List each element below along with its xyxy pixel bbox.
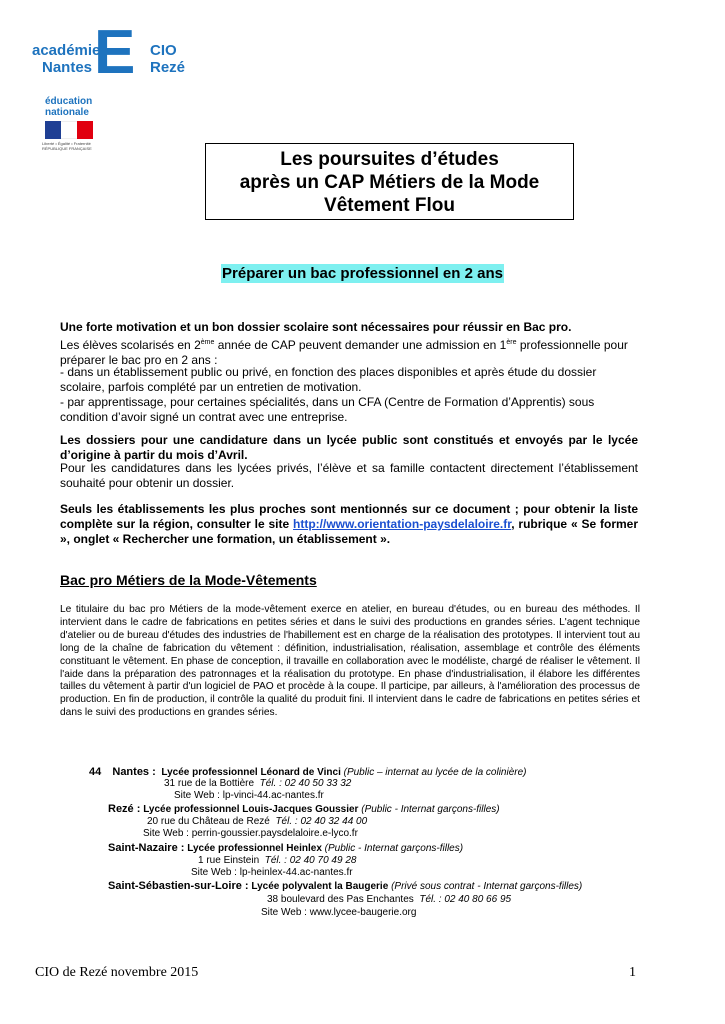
logo-reze: Rezé [150,59,186,76]
address-baugerie [267,894,511,906]
seuls-paragraph [60,502,638,547]
web-goussier: Site Web : perrin-goussier.paysdelaloire.e-lyco.fr [143,828,358,839]
intro-dash-1: - dans un établissement public ou privé, en fonction des places disponibles et après étude du dossier scolaire, parfois complété par un entretien de motivation. [60,365,597,394]
seuls-text-a: Seuls les établissements les plus proches sont mentionnés sur ce document ; pour obtenir la liste complète sur la région, consulter le site [60,502,638,531]
lycee-name-baugerie: Lycée polyvalent la Baugerie [251,881,389,892]
address-text: 31 rue de la Bottière [164,778,255,789]
intro-p1c: professionnelle pour préparer le bac pro en 2 ans : [60,338,628,367]
city-nantes: Nantes : [112,766,156,778]
prives-paragraph: Pour les candidatures dans les lycées privés, l’élève et sa famille contactent directement l’établissement souhaité pour obtenir un dossier. [60,461,638,490]
title-line-1: Les poursuites d’études [280,149,499,170]
tel-text: Tél. : 02 40 50 33 32 [259,778,352,789]
lycee-status-vinci: (Public – internat au lycée de la colinière) [343,767,527,778]
city-reze: Rezé : [108,803,141,815]
lycee-name-heinlex: Lycée professionnel Heinlex [187,843,322,854]
address-vinci [164,778,351,790]
intro-sup-ere: ère [506,339,517,346]
title-line-2: après un CAP Métiers de la Mode [239,172,540,193]
web-vinci: Site Web : lp-vinci-44.ac-nantes.fr [174,790,324,801]
academie-logo [30,18,200,151]
establishment-reze-line [108,803,500,816]
city-saint-nazaire: Saint-Nazaire : [108,842,185,854]
address-text: 20 rue du Château de Rezé [147,816,270,827]
subtitle [0,265,725,283]
web-baugerie: Site Web : www.lycee-baugerie.org [261,907,417,918]
logo-academie: académie [32,42,101,59]
tel-text: Tél. : 02 40 80 66 95 [419,894,512,905]
logo-motto: Liberté • Égalité • Fraternité [42,141,91,146]
title-line-3: Vêtement Flou [324,195,455,216]
intro-paragraph [60,335,638,368]
address-goussier [147,816,367,828]
intro-lead: Une forte motivation et un bon dossier scolaire sont nécessaires pour réussir en Bac pro. [60,320,572,334]
establishment-saint-sebastien-line [108,880,582,893]
footer-left: CIO de Rezé novembre 2015 [35,965,199,980]
lycee-name-goussier: Lycée professionnel Louis-Jacques Goussier [143,804,359,815]
seuls-text-b: , rubrique « Se former », onglet « Rechercher une formation, un établissement ». [60,517,639,546]
address-heinlex [198,855,356,867]
logo-letter-e: E [94,18,136,87]
logo-republic: RÉPUBLIQUE FRANÇAISE [42,146,92,151]
subtitle-highlight: Préparer un bac professionnel en 2 ans [222,265,503,282]
lycee-status-baugerie: (Privé sous contrat - Internat garçons-filles) [391,881,583,892]
establishment-saint-nazaire-line [108,842,463,855]
city-saint-sebastien: Saint-Sébastien-sur-Loire : [108,880,249,892]
lycee-status-heinlex: (Public - Internat garçons-filles) [324,843,464,854]
dossiers-paragraph: Les dossiers pour une candidature dans un lycée public sont constitués et envoyés par le lycée d’origine à partir du mois d’Avril. [60,433,638,462]
bac-pro-description: Le titulaire du bac pro Métiers de la mode-vêtement exerce en atelier, en bureau d'études, ou en bureau des méthodes. Il intervient dans le cadre de fabrications en petites séries et dans le suivi des productions en grandes séries. L'agent technique d'atelier ou de bureau d'études des industries de l'habillement est en charge de la réalisation des prototypes. Il intervient tout au long de la chaîne de fabrication du vêtement : définition, industrialisation, réalisation, assemblage et contrôle des éléments constituant le vêtement. En phase de conception, il travaille en collaboration avec le modéliste, chargé de réaliser le vêtement. Il l'aide dans la préparation des patronnages et la réalisation du prototype. En phase d'industrialisation, il élabore les différentes tailles du vêtement à partir d'un logiciel de PAO et procède à la coupe. Il participe, par ailleurs, à l'amélioration des processus de production. En fin de production, il contrôle la qualité du produit fini. Il intervient dans le cadre de fabrications en petites séries et dans le suivi des productions en grandes séries. [60,604,640,719]
lycee-name-vinci: Lycée professionnel Léonard de Vinci [161,767,341,778]
section-title: Bac pro Métiers de la Mode-Vêtements [60,572,317,588]
department-number: 44 [89,766,102,778]
page-number: 1 [629,965,636,980]
intro-sup-eme: ème [200,339,215,346]
logo-nationale: nationale [45,107,89,118]
logo-cio: CIO [150,42,177,59]
intro-dash-2: - par apprentissage, pour certaines spécialités, dans un CFA (Centre de Formation d’Apprentis) sous condition d’avoir signé un contrat avec une entreprise. [60,395,595,424]
web-heinlex: Site Web : lp-heinlex-44.ac-nantes.fr [191,867,353,878]
lycee-status-goussier: (Public - Internat garçons-filles) [361,804,500,815]
tel-text: Tél. : 02 40 70 49 28 [264,855,357,866]
intro-p1b: année de CAP peuvent demander une admission en 1 [214,338,507,352]
logo-education: éducation [45,96,93,107]
tel-text: Tél. : 02 40 32 44 00 [275,816,368,827]
intro-p1a: Les élèves scolarisés en 2 [60,338,201,352]
marianne-flag-icon [45,121,93,139]
orientation-link[interactable]: http://www.orientation-paysdelaloire.fr [293,517,512,531]
title-box [205,143,574,220]
address-text: 1 rue Einstein [198,855,260,866]
address-text: 38 boulevard des Pas Enchantes [267,894,414,905]
logo-nantes: Nantes [42,59,93,76]
